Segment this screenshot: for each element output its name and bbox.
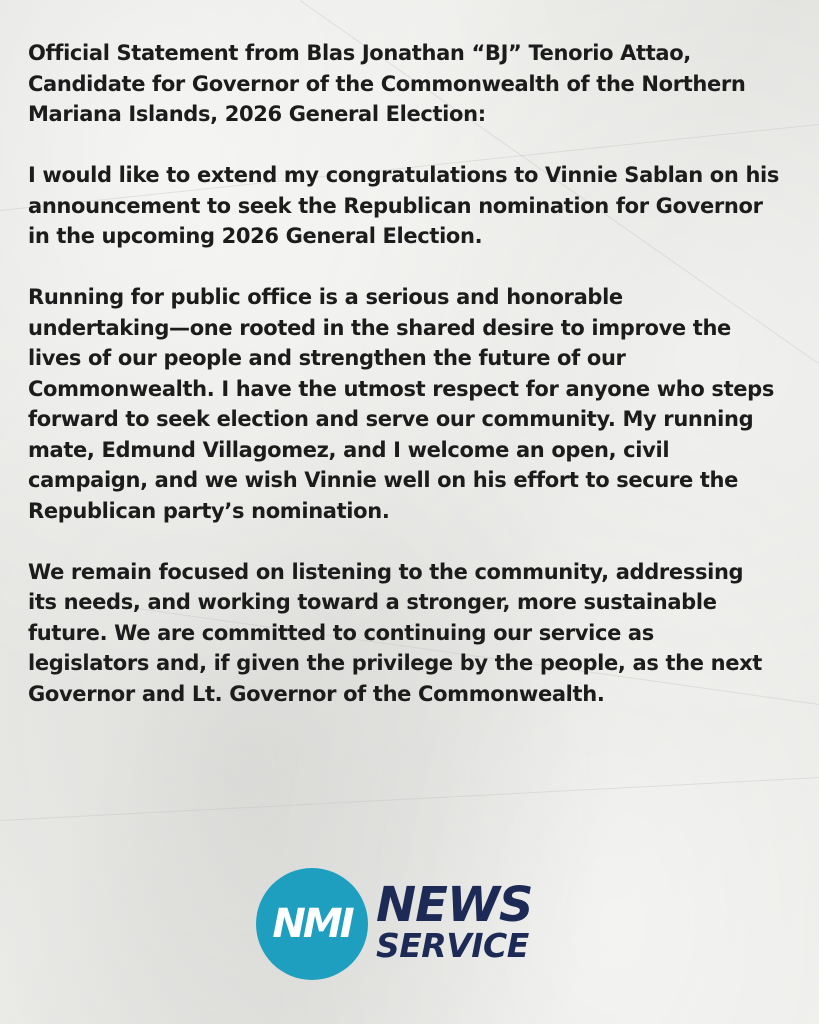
statement-paragraph-heading <box>28 38 798 130</box>
text-line: Official Statement from Blas Jonathan “BJ” Tenorio Attao, <box>28 41 691 65</box>
text-line: legislators and, if given the privilege by the people, as the next <box>28 651 762 675</box>
logo-nmi-text: NMI <box>272 901 352 947</box>
text-line: in the upcoming 2026 General Election. <box>28 224 483 248</box>
statement-body <box>28 38 798 740</box>
text-line: announcement to seek the Republican nomination for Governor <box>28 193 763 218</box>
logo-news-text: NEWS <box>376 877 533 933</box>
text-line: We remain focused on listening to the community, addressing <box>28 559 744 584</box>
nmi-news-service-logo <box>256 868 566 980</box>
statement-paragraph <box>28 557 798 710</box>
text-line: undertaking—one rooted in the shared desire to improve the <box>28 315 731 340</box>
statement-paragraph <box>28 282 798 526</box>
text-line: its needs, and working toward a stronger, more sustainable <box>28 590 717 614</box>
text-line: Running for public office is a serious and honorable <box>28 285 623 309</box>
logo-service-text: SERVICE <box>376 926 529 965</box>
logo-circle <box>256 868 368 980</box>
text-line: campaign, and we wish Vinnie well on his effort to secure the <box>28 468 739 492</box>
text-line: Commonwealth. I have the utmost respect for anyone who steps <box>28 376 774 401</box>
text-line: Candidate for Governor of the Commonwealth of the Northern <box>28 71 746 96</box>
text-line: lives of our people and strengthen the future of our <box>28 346 626 370</box>
text-line: Mariana Islands, 2026 General Election: <box>28 102 486 126</box>
statement-paragraph <box>28 160 798 252</box>
text-line: Governor and Lt. Governor of the Commonwealth. <box>28 681 605 706</box>
text-line: Republican party’s nomination. <box>28 498 390 523</box>
text-line: forward to seek election and serve our community. My running <box>28 407 754 431</box>
text-line: future. We are committed to continuing our service as <box>28 620 654 645</box>
text-line: mate, Edmund Villagomez, and I welcome an open, civil <box>28 437 670 462</box>
text-line: I would like to extend my congratulations to Vinnie Sablan on his <box>28 163 780 187</box>
paper-crease <box>0 776 819 821</box>
